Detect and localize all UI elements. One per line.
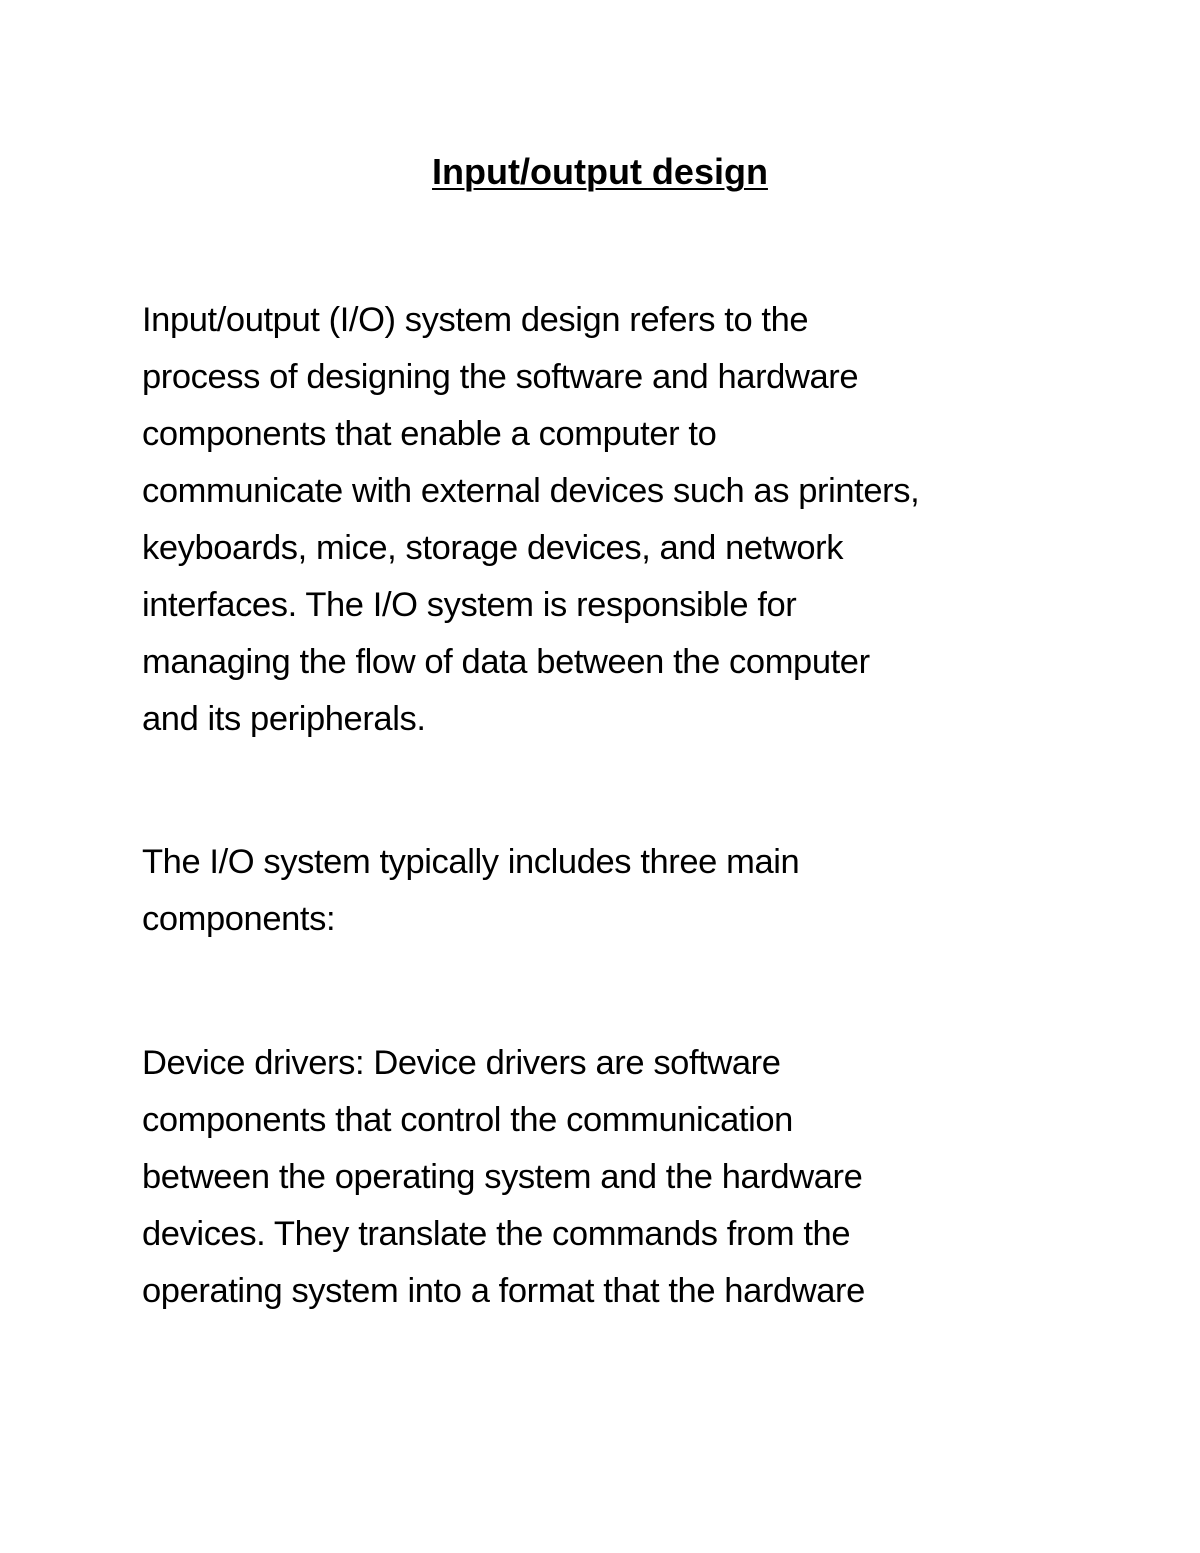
text-line: process of designing the software and hardware [142, 358, 859, 396]
document-title: Input/output design [432, 151, 768, 192]
text-line: between the operating system and the hardware [142, 1158, 863, 1196]
text-line: The I/O system typically includes three main [142, 843, 800, 881]
text-line: communicate with external devices such as printers, [142, 472, 920, 510]
text-line: Input/output (I/O) system design refers to the [142, 301, 809, 339]
text-line: components that enable a computer to [142, 415, 717, 453]
text-line: devices. They translate the commands from the [142, 1215, 851, 1253]
text-line: managing the flow of data between the computer [142, 643, 870, 681]
text-line: interfaces. The I/O system is responsible for [142, 586, 797, 624]
text-line: keyboards, mice, storage devices, and network [142, 529, 844, 567]
text-line: components that control the communication [142, 1101, 793, 1139]
text-line: Device drivers: Device drivers are software [142, 1044, 781, 1082]
text-line: components: [142, 900, 336, 938]
text-line: operating system into a format that the hardware [142, 1272, 865, 1310]
text-line: and its peripherals. [142, 700, 426, 738]
